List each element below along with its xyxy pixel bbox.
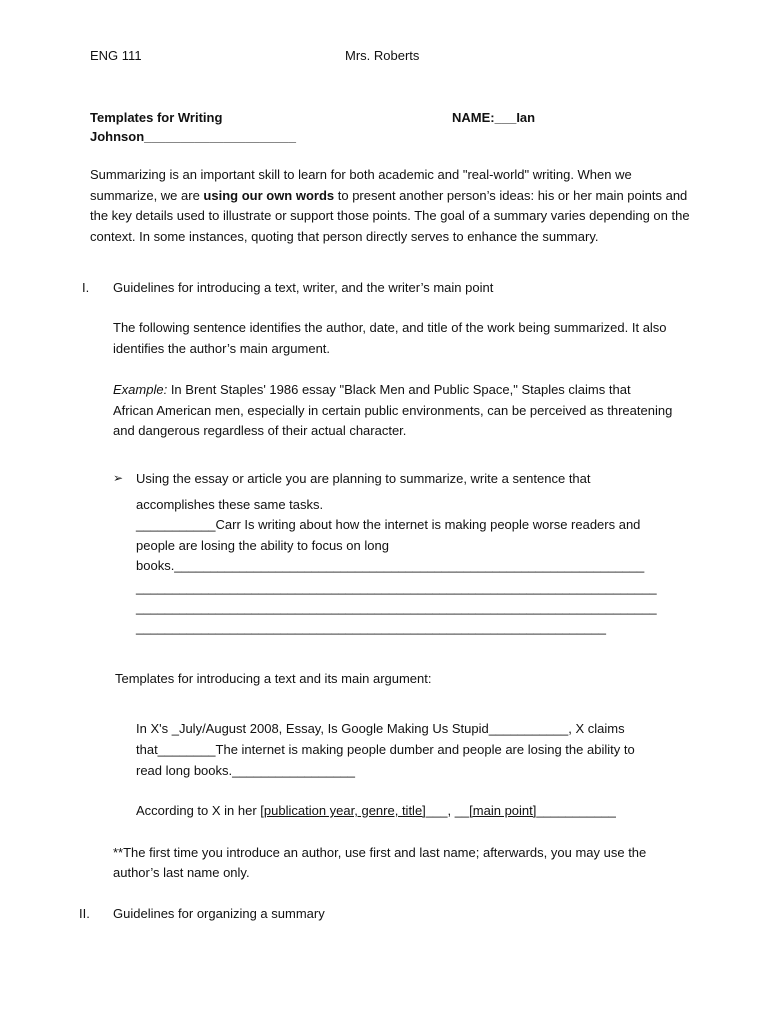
answer-line-1: ___________Carr Is writing about how the internet is making people worse readers and	[136, 517, 641, 532]
template-2-suffix: ___________	[536, 803, 616, 818]
templates-heading: Templates for introducing a text and its main argument:	[115, 671, 432, 686]
example-paragraph	[113, 380, 673, 442]
answer-line-2: people are losing the ability to focus on long	[136, 538, 389, 553]
template-2-mid: ___, __	[425, 803, 470, 818]
arrow-bullet-icon: ➢	[113, 471, 124, 485]
name-value: Ian	[516, 110, 536, 125]
bullet-instruction: Using the essay or article you are planning to summarize, write a sentence that	[136, 471, 591, 486]
answer-line-3: books._________________________________________________________________	[136, 558, 645, 573]
blank-line-3: _________________________________________________________________	[136, 620, 606, 635]
template-1-line-1: In X's _July/August 2008, Essay, Is Google Making Us Stupid___________, X claims	[136, 721, 625, 736]
example-label: Example:	[113, 382, 168, 397]
template-1-line-3: read long books._________________	[136, 763, 356, 778]
section-1-numeral: I.	[82, 280, 90, 295]
name-blank: ___	[494, 110, 517, 125]
template-2-prefix: According to X in her	[136, 803, 261, 818]
template-2	[136, 803, 616, 818]
template-1-line-2: that________The internet is making people dumber and people are losing the ability to	[136, 742, 635, 757]
name-label: NAME:	[452, 110, 495, 125]
author-note: **The first time you introduce an author, use first and last name; afterwards, you may use the author’s last name only.	[113, 845, 647, 880]
template-2-field-2: [main point]	[469, 803, 537, 818]
intro-emphasis: using our own words	[203, 187, 335, 203]
name-field	[452, 110, 535, 125]
document-title: Templates for Writing	[90, 110, 223, 125]
template-2-field-1: [publication year, genre, title]	[260, 803, 426, 818]
course-code: ENG 111	[90, 48, 142, 63]
surname-line: Johnson_____________________	[90, 129, 296, 144]
section-2-heading: Guidelines for organizing a summary	[113, 906, 325, 921]
teacher-name: Mrs. Roberts	[345, 48, 420, 63]
blank-line-2: ________________________________________________________________________	[136, 600, 657, 615]
bullet-instruction-cont: accomplishes these same tasks.	[136, 497, 324, 512]
intro-paragraph	[90, 165, 690, 247]
blank-line-1: ________________________________________________________________________	[136, 580, 657, 595]
example-text: In Brent Staples' 1986 essay "Black Men and Public Space," Staples claims that African American men, especially in certain public environments, can be perceived as threatening and dangerous regardless of their actual character.	[113, 382, 673, 438]
section-2-numeral: II.	[79, 906, 90, 921]
intro-text-2: to present another person’s ideas: his or her main points and the key details used to illustrate or support those points. The goal of a summary varies depending on the context. In some instances, quoting that person directly serves to enhance the summary.	[90, 187, 690, 244]
section-1-heading: Guidelines for introducing a text, writer, and the writer’s main point	[113, 280, 494, 295]
intro-text-1: Summarizing is an important skill to learn for both academic and "real-world" writing. When we summarize, we are	[90, 167, 632, 203]
section-1-description: The following sentence identifies the author, date, and title of the work being summarized. It also identifies the author’s main argument.	[113, 320, 667, 356]
